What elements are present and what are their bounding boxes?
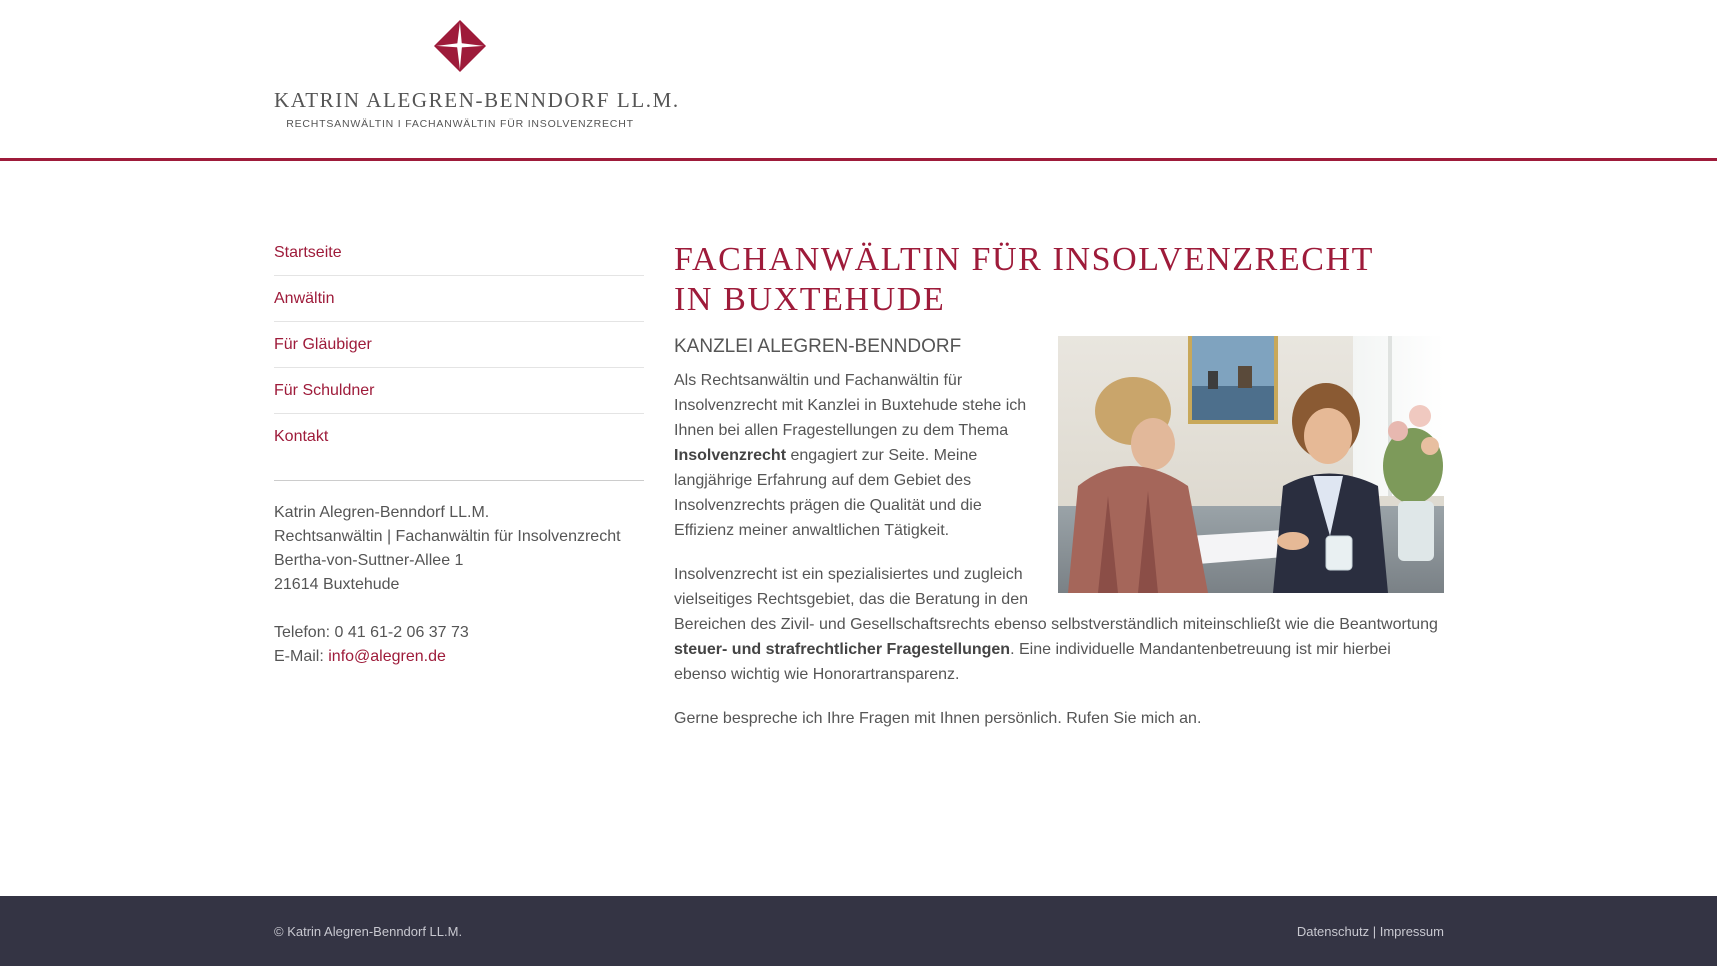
sidebar xyxy=(274,230,644,669)
footer-link-datenschutz[interactable]: Datenschutz xyxy=(1296,924,1370,939)
contact-email-link[interactable]: info@alegren.de xyxy=(328,648,446,665)
nav-link-startseite[interactable]: Startseite xyxy=(274,243,342,261)
logo-name: KATRIN ALEGREN-BENNDORF LL.M. xyxy=(274,88,680,112)
nav-link-glaeubiger[interactable]: Für Gläubiger xyxy=(274,335,372,353)
main-content xyxy=(674,240,1444,750)
intro-text-b: engagiert zur Seite. Meine langjährige Erfahrung auf dem Gebiet des Insolvenzrechts prägen die Qualität und die Effizienz meiner anwaltlichen Tätigkeit. xyxy=(674,447,982,539)
contact-title: Rechtsanwältin | Fachanwältin für Insolvenzrecht xyxy=(274,528,621,545)
footer-link-impressum[interactable]: Impressum xyxy=(1379,924,1444,939)
page-title-line1: FACHANWÄLTIN FÜR INSOLVENZRECHT xyxy=(674,241,1375,278)
contact-block xyxy=(274,501,644,669)
content-body xyxy=(674,336,1444,731)
sidebar-nav xyxy=(274,230,644,481)
nav-item-glaeubiger xyxy=(274,322,644,368)
nav-item-schuldner xyxy=(274,368,644,414)
section-subtitle: KANZLEI ALEGREN-BENNDORF xyxy=(674,336,962,357)
nav-link-kontakt[interactable]: Kontakt xyxy=(274,428,329,445)
detail-text-bold: steuer- und strafrechtlicher Fragestellungen xyxy=(674,641,1011,658)
closing-paragraph: Gerne bespreche ich Ihre Fragen mit Ihnen persönlich. Rufen Sie mich an. xyxy=(674,710,1202,727)
nav-link-schuldner[interactable]: Für Schuldner xyxy=(274,381,375,399)
contact-city: 21614 Buxtehude xyxy=(274,576,400,593)
footer-copyright: © Katrin Alegren-Benndorf LL.M. xyxy=(274,924,463,939)
intro-text-bold: Insolvenzrecht xyxy=(674,447,787,464)
nav-item-anwaeltin xyxy=(274,276,644,322)
contact-email-row xyxy=(274,645,644,669)
nav-item-startseite xyxy=(274,230,644,276)
site-footer xyxy=(0,896,1717,966)
contact-name: Katrin Alegren-Benndorf LL.M. xyxy=(274,504,490,521)
diamond-logo-icon xyxy=(434,20,486,72)
intro-text-a: Als Rechtsanwältin und Fachanwältin für Insolvenzrecht mit Kanzlei in Buxtehude stehe ich Ihnen bei allen Fragestellungen zu dem Thema xyxy=(674,372,1027,439)
page-title-line2: IN BUXTEHUDE xyxy=(674,281,946,318)
detail-text-a: Insolvenzrecht ist ein spezialisiertes und zugleich vielseitiges Rechtsgebiet, das die Beratung in den Bereichen des Zivil- und Gesellschaftsrechts ebenso selbstverständlich miteinschließt wie die Beantwortung xyxy=(674,566,1438,633)
site-header xyxy=(0,0,1717,161)
site-logo[interactable] xyxy=(274,20,680,130)
contact-phone: Telefon: 0 41 61-2 06 37 73 xyxy=(274,624,469,641)
page-title xyxy=(674,240,1434,320)
office-consultation-photo xyxy=(1058,336,1444,593)
logo-subtitle: RECHTSANWÄLTIN I FACHANWÄLTIN FÜR INSOLVENZRECHT xyxy=(286,118,634,130)
nav-link-anwaeltin[interactable]: Anwältin xyxy=(274,289,335,307)
nav-item-kontakt xyxy=(274,414,644,460)
footer-separator: | xyxy=(1369,924,1380,939)
contact-email-label: E-Mail: xyxy=(274,648,329,665)
contact-street: Bertha-von-Suttner-Allee 1 xyxy=(274,552,464,569)
detail-text-b: . Eine individuelle Mandantenbetreuung ist mir hierbei ebenso wichtig wie Honorartransparenz. xyxy=(674,641,1391,683)
footer-links xyxy=(1297,924,1444,939)
